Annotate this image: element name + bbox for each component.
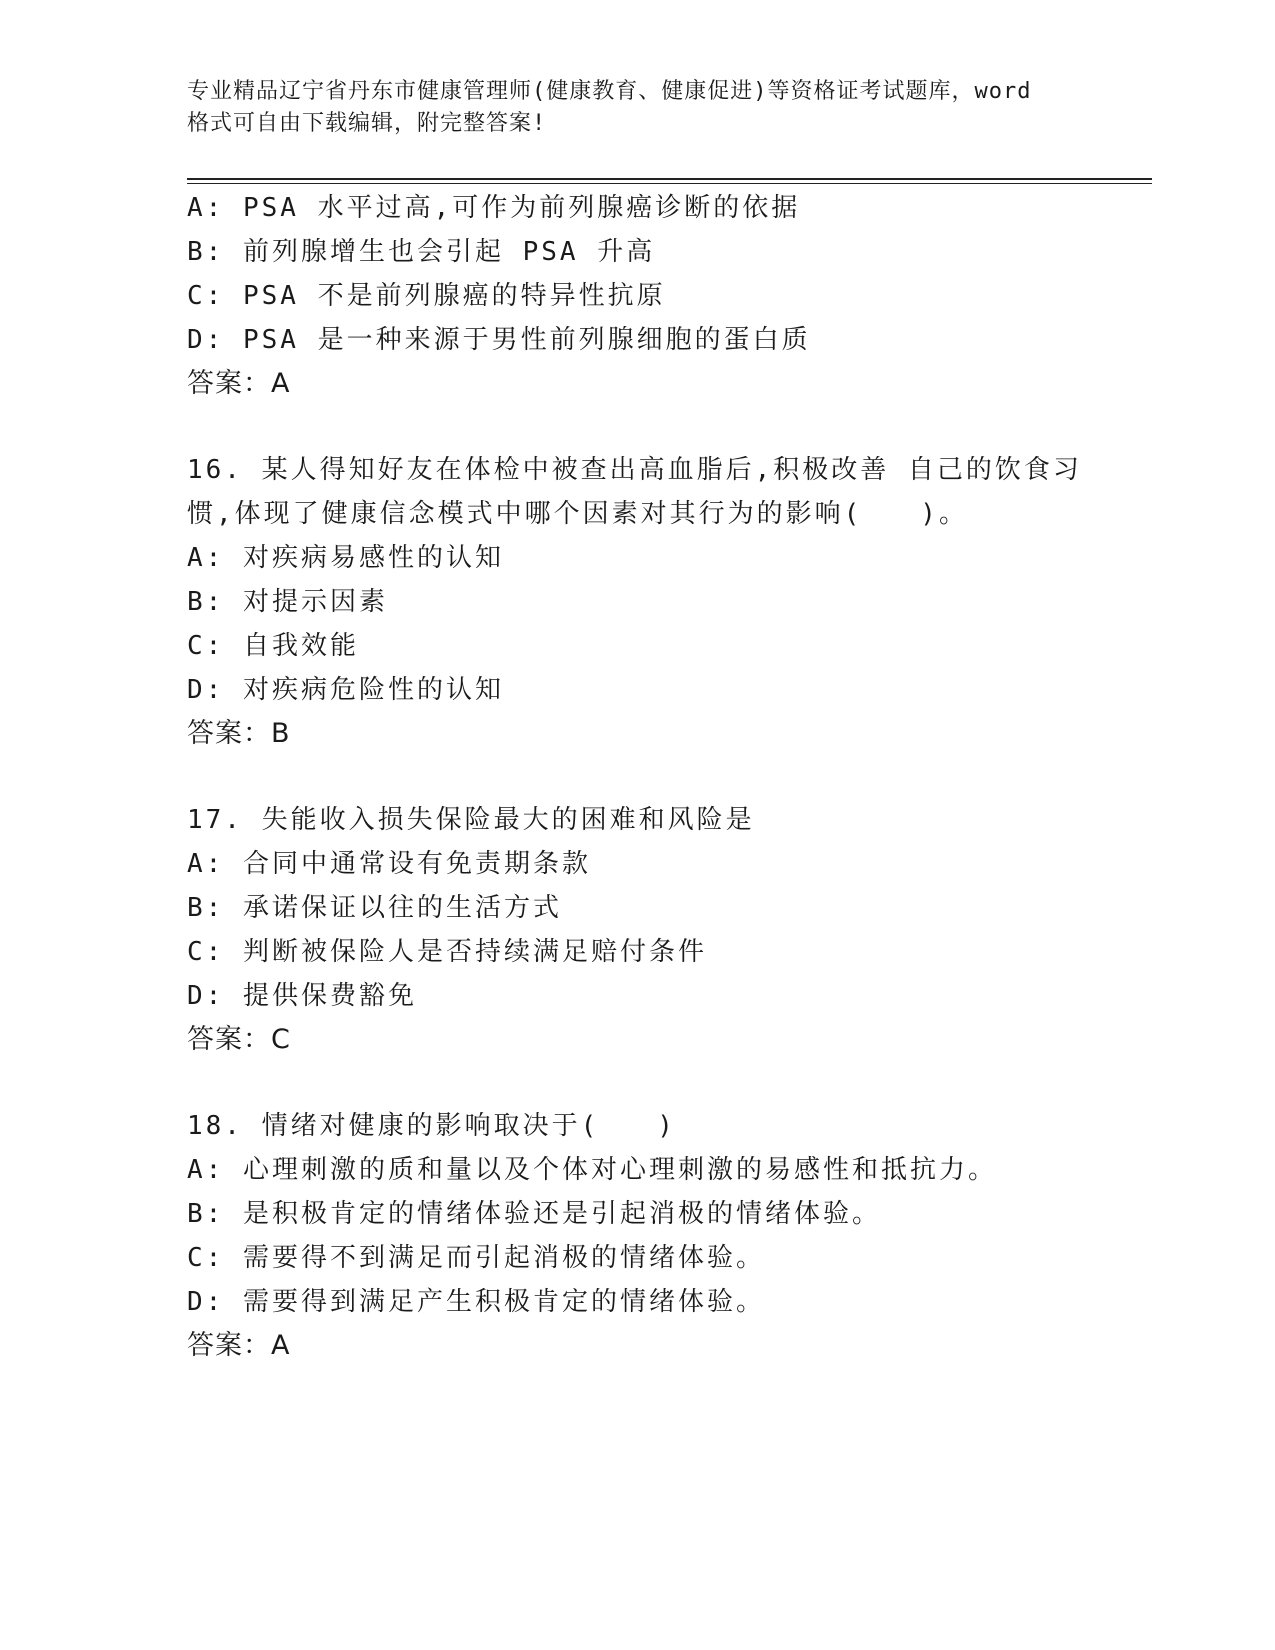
header-line-2: 格式可自由下载编辑，附完整答案! (187, 111, 547, 136)
q18-option-d: D: 需要得到满足产生积极肯定的情绪体验。 (187, 1287, 765, 1317)
q18-option-a: A: 心理刺激的质和量以及个体对心理刺激的易感性和抵抗力。 (187, 1155, 997, 1185)
q17-option-c: C: 判断被保险人是否持续满足赔付条件 (187, 937, 707, 967)
q16-option-a: A: 对疾病易感性的认知 (187, 543, 504, 573)
q15-option-d: D: PSA 是一种来源于男性前列腺细胞的蛋白质 (187, 325, 811, 355)
q16-option-b: B: 对提示因素 (187, 587, 388, 617)
q15-option-c: C: PSA 不是前列腺癌的特异性抗原 (187, 281, 666, 311)
q16-answer: 答案：B (187, 718, 291, 749)
header-line-1: 专业精品辽宁省丹东市健康管理师(健康教育、健康促进)等资格证考试题库，word (187, 79, 1032, 104)
q16-option-c: C: 自我效能 (187, 631, 359, 661)
q18-option-c: C: 需要得不到满足而引起消极的情绪体验。 (187, 1243, 765, 1273)
q17-option-b: B: 承诺保证以往的生活方式 (187, 893, 562, 923)
q15-option-b: B: 前列腺增生也会引起 PSA 升高 (187, 237, 656, 267)
q15-option-a: A: PSA 水平过高,可作为前列腺癌诊断的依据 (187, 193, 801, 223)
q17-option-d: D: 提供保费豁免 (187, 981, 417, 1011)
q17-answer: 答案：C (187, 1024, 291, 1055)
q17-option-a: A: 合同中通常设有免责期条款 (187, 849, 591, 879)
q18-option-b: B: 是积极肯定的情绪体验还是引起消极的情绪体验。 (187, 1199, 881, 1229)
q15-answer: 答案：A (187, 368, 291, 399)
q18-answer: 答案：A (187, 1330, 291, 1361)
header-divider (187, 178, 1152, 184)
q16-option-d: D: 对疾病危险性的认知 (187, 675, 504, 705)
q16-stem-line-2: 惯,体现了健康信念模式中哪个因素对其行为的影响( )。 (187, 499, 968, 529)
page-header (187, 76, 1087, 140)
q16-stem-line-1: 16. 某人得知好友在体检中被查出高血脂后,积极改善 自己的饮食习 (187, 455, 1082, 485)
q18-stem-line-1: 18. 情绪对健康的影响取决于( ) (187, 1111, 676, 1141)
q17-stem-line-1: 17. 失能收入损失保险最大的困难和风险是 (187, 805, 755, 835)
